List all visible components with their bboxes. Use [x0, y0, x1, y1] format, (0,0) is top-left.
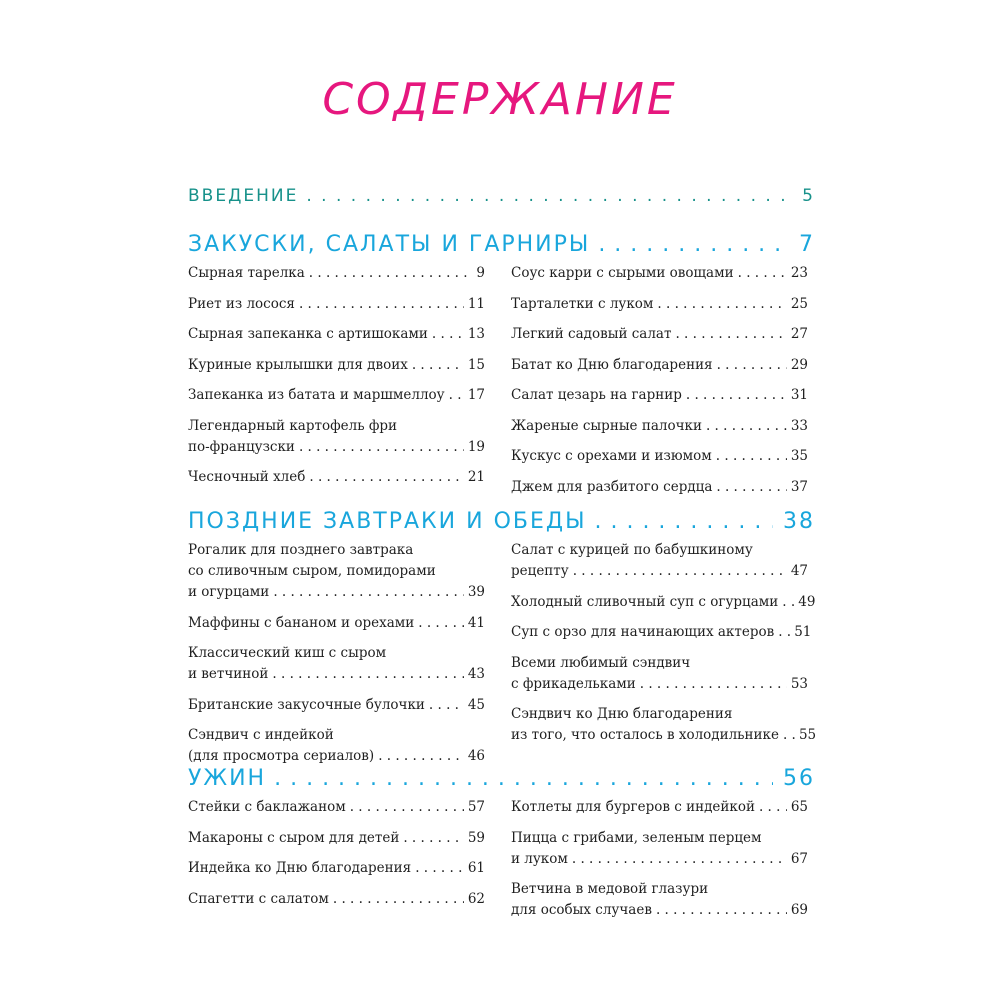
- entry-page-number: 15: [467, 356, 485, 373]
- entry-last-line: [188, 828, 485, 849]
- entry-page-number: 62: [467, 890, 485, 907]
- entry-page-number: 19: [467, 438, 485, 455]
- entry-page-number: 31: [790, 387, 808, 403]
- dot-leader: [759, 797, 787, 818]
- toc-entry[interactable]: [188, 263, 485, 284]
- toc-entry[interactable]: [188, 695, 485, 716]
- dot-leader: [299, 294, 464, 315]
- entry-last-line: [511, 294, 808, 315]
- entry-page-number: 11: [467, 295, 485, 312]
- dot-leader: [675, 324, 786, 345]
- dot-leader: [378, 746, 464, 767]
- section-title: ПОЗДНИЕ ЗАВТРАКИ И ОБЕДЫ: [188, 509, 587, 534]
- toc-entry[interactable]: [188, 324, 485, 345]
- entry-page-number: 47: [790, 563, 808, 579]
- toc-entry[interactable]: [511, 324, 808, 345]
- entry-page-number: 65: [790, 799, 808, 815]
- entry-last-line: [188, 385, 485, 406]
- entry-page-number: 55: [798, 727, 817, 743]
- entry-title-line: по-французски: [188, 438, 295, 455]
- dot-leader: [350, 797, 464, 818]
- entry-page-number: 45: [467, 696, 485, 713]
- entry-title-line: Котлеты для бургеров с индейкой: [511, 799, 755, 815]
- entry-last-line: [511, 849, 808, 870]
- entry-page-number: 35: [790, 448, 808, 464]
- dot-leader: [273, 582, 464, 603]
- entry-last-line: [188, 324, 485, 345]
- toc-entry[interactable]: [511, 385, 808, 406]
- toc-entry[interactable]: [188, 540, 485, 603]
- toc-entry[interactable]: [511, 416, 808, 437]
- entry-page-number: 46: [467, 748, 485, 764]
- entry-page-number: 49: [798, 593, 816, 610]
- dot-leader: [272, 664, 463, 685]
- toc-entry[interactable]: [188, 355, 485, 376]
- entry-page-number: 27: [790, 326, 808, 342]
- dot-leader: [432, 324, 464, 345]
- dot-leader: [657, 294, 786, 315]
- entry-page-number: 53: [790, 675, 808, 692]
- entry-title-line: из того, что осталось в холодильнике: [511, 727, 779, 743]
- toc-entry[interactable]: [188, 416, 485, 458]
- intro-label: ВВЕДЕНИЕ: [188, 186, 299, 206]
- entry-page-number: 23: [790, 265, 808, 281]
- entry-title-line: Риет из лосося: [188, 295, 295, 312]
- entry-last-line: [511, 263, 808, 284]
- dot-leader: [640, 674, 787, 695]
- entry-title-line: с фрикадельками: [511, 675, 636, 692]
- entry-last-line: [511, 725, 817, 746]
- entry-title-line: Салат с курицей по бабушкиному: [511, 542, 753, 558]
- entry-title-line: для особых случаев: [511, 902, 652, 918]
- section-heading-appetizers[interactable]: [188, 232, 815, 257]
- dot-leader: [716, 477, 786, 498]
- entry-page-number: 9: [476, 265, 485, 281]
- entry-page-number: 51: [794, 624, 812, 640]
- dot-leader: [738, 263, 787, 284]
- toc-entry[interactable]: [188, 725, 485, 767]
- entry-title-line: рецепту: [511, 563, 569, 579]
- entry-title-line: Британские закусочные булочки: [188, 696, 425, 713]
- toc-entry[interactable]: [511, 879, 808, 921]
- entry-title-line: Батат ко Дню благодарения: [511, 356, 713, 373]
- entry-title-line: Рогалик для позднего завтрака: [188, 542, 414, 558]
- toc-entry[interactable]: [511, 797, 808, 818]
- entry-title-line: Классический киш с сыром: [188, 645, 387, 661]
- toc-intro[interactable]: [188, 186, 815, 206]
- entry-last-line: [188, 889, 485, 910]
- toc-entry[interactable]: [188, 467, 485, 488]
- dot-leader: [717, 355, 787, 376]
- dot-leader: [716, 446, 787, 467]
- toc-entry[interactable]: [511, 828, 808, 870]
- dot-leader: [309, 467, 463, 488]
- dot-leader: [274, 766, 773, 791]
- section-heading-dinner[interactable]: [188, 766, 815, 791]
- entry-last-line: [511, 477, 808, 498]
- dot-leader: [598, 232, 789, 257]
- entry-title-line: Легендарный картофель фри: [188, 417, 398, 434]
- entry-last-line: [511, 674, 808, 695]
- entry-title-line: Холодный сливочный суп с огурцами: [511, 593, 779, 610]
- entry-page-number: 59: [467, 829, 485, 846]
- entry-title-line: Всеми любимый сэндвич: [511, 654, 691, 671]
- dot-leader: [782, 592, 794, 613]
- entry-page-number: 25: [790, 295, 808, 312]
- entry-last-line: [188, 437, 485, 458]
- entry-last-line: [511, 446, 808, 467]
- toc-entry[interactable]: [188, 828, 485, 849]
- toc-entry[interactable]: [188, 613, 485, 634]
- entry-title-line: Сырная запеканка с артишоками: [188, 326, 428, 342]
- intro-page: 5: [802, 186, 815, 206]
- entry-last-line: [511, 900, 808, 921]
- entry-last-line: [188, 695, 485, 716]
- entry-title-line: Тарталетки с луком: [511, 295, 654, 312]
- entry-title-line: Сырная тарелка: [188, 265, 305, 281]
- toc-entry[interactable]: [511, 653, 808, 695]
- entry-last-line: [188, 467, 485, 488]
- entry-last-line: [511, 592, 816, 613]
- entry-last-line: [188, 746, 485, 767]
- dot-leader: [572, 849, 787, 870]
- entry-page-number: 41: [467, 614, 485, 631]
- entry-title-line: Стейки с баклажаном: [188, 799, 346, 815]
- section-heading-brunch[interactable]: [188, 509, 815, 534]
- entry-title-line: Куриные крылышки для двоих: [188, 356, 408, 373]
- entry-page-number: 37: [790, 478, 808, 495]
- toc-entry[interactable]: [188, 797, 485, 818]
- toc-entry[interactable]: [188, 889, 485, 910]
- dot-leader: [594, 509, 773, 534]
- entry-page-number: 67: [790, 850, 808, 867]
- section-title: УЖИН: [188, 766, 267, 791]
- section-page: 56: [783, 766, 815, 791]
- entry-title-line: Сэндвич ко Дню благодарения: [511, 706, 733, 722]
- entry-title-line: Соус карри с сырыми овощами: [511, 265, 734, 281]
- entry-last-line: [511, 324, 808, 345]
- dot-leader: [309, 263, 473, 284]
- entry-page-number: 21: [467, 469, 485, 485]
- section-title: ЗАКУСКИ, САЛАТЫ И ГАРНИРЫ: [188, 232, 591, 257]
- entry-last-line: [188, 797, 485, 818]
- dot-leader: [333, 889, 464, 910]
- dot-leader: [299, 437, 464, 458]
- entry-title-line: Ветчина в медовой глазури: [511, 881, 709, 897]
- toc-entry[interactable]: [511, 294, 808, 315]
- toc-entry[interactable]: [511, 263, 808, 284]
- entry-title-line: Сэндвич с индейкой: [188, 727, 334, 743]
- section-page: 7: [799, 232, 815, 257]
- dot-leader: [573, 561, 787, 582]
- entry-title-line: Чесночный хлеб: [188, 469, 306, 485]
- entry-title-line: Кускус с орехами и изюмом: [511, 448, 712, 464]
- toc-entry[interactable]: [511, 355, 808, 376]
- entry-last-line: [511, 385, 808, 406]
- dot-leader: [656, 900, 787, 921]
- entry-title-line: Пицца с грибами, зеленым перцем: [511, 829, 762, 846]
- toc-entry[interactable]: [511, 477, 808, 498]
- toc-entry[interactable]: [188, 858, 485, 879]
- page-title: СОДЕРЖАНИЕ: [322, 74, 678, 125]
- entry-last-line: [188, 858, 485, 879]
- toc-entry[interactable]: [511, 540, 808, 582]
- toc-entry[interactable]: [188, 294, 485, 315]
- section-page: 38: [783, 509, 815, 534]
- dot-leader: [778, 622, 790, 643]
- entry-last-line: [188, 263, 485, 284]
- dot-leader: [706, 416, 787, 437]
- entry-title-line: и луком: [511, 850, 568, 867]
- toc-entry[interactable]: [511, 446, 808, 467]
- dot-leader: [429, 695, 464, 716]
- dot-leader: [449, 385, 464, 406]
- entry-title-line: и огурцами: [188, 584, 270, 600]
- dot-leader: [306, 186, 792, 206]
- entry-last-line: [511, 416, 808, 437]
- entry-title-line: Легкий садовый салат: [511, 326, 672, 342]
- entry-last-line: [511, 797, 808, 818]
- entry-last-line: [188, 582, 485, 603]
- entry-title-line: Индейка ко Дню благодарения: [188, 860, 412, 876]
- entry-page-number: 33: [790, 417, 808, 434]
- entry-page-number: 13: [467, 326, 485, 342]
- toc-entry[interactable]: [511, 622, 812, 643]
- entry-last-line: [188, 294, 485, 315]
- dot-leader: [403, 828, 463, 849]
- entry-page-number: 17: [467, 387, 485, 403]
- dot-leader: [783, 725, 795, 746]
- entry-last-line: [188, 664, 485, 685]
- entry-title-line: Суп с орзо для начинающих актеров: [511, 624, 775, 640]
- entry-last-line: [511, 561, 808, 582]
- entry-page-number: 39: [467, 584, 485, 600]
- dot-leader: [412, 355, 464, 376]
- toc-entry[interactable]: [511, 592, 816, 613]
- entry-title-line: Жареные сырные палочки: [511, 417, 702, 434]
- entry-page-number: 57: [467, 799, 485, 815]
- entry-last-line: [188, 613, 485, 634]
- entry-title-line: Маффины с бананом и орехами: [188, 614, 415, 631]
- entry-title-line: со сливочным сыром, помидорами: [188, 563, 436, 579]
- toc-entry[interactable]: [188, 643, 485, 685]
- entry-title-line: Джем для разбитого сердца: [511, 478, 713, 495]
- entry-title-line: (для просмотра сериалов): [188, 748, 375, 764]
- entry-title-line: Запеканка из батата и маршмеллоу: [188, 387, 445, 403]
- dot-leader: [418, 613, 464, 634]
- dot-leader: [415, 858, 464, 879]
- entry-title-line: Спагетти с салатом: [188, 890, 329, 907]
- entry-last-line: [188, 355, 485, 376]
- entry-title-line: Салат цезарь на гарнир: [511, 387, 682, 403]
- entry-last-line: [511, 355, 808, 376]
- entry-page-number: 43: [467, 666, 485, 682]
- entry-title-line: и ветчиной: [188, 666, 269, 682]
- toc-entry[interactable]: [188, 385, 485, 406]
- entry-title-line: Макароны с сыром для детей: [188, 829, 400, 846]
- dot-leader: [686, 385, 787, 406]
- entry-page-number: 29: [790, 356, 808, 373]
- entry-last-line: [511, 622, 812, 643]
- toc-entry[interactable]: [511, 704, 817, 746]
- entry-page-number: 61: [467, 860, 485, 876]
- entry-page-number: 69: [790, 902, 808, 918]
